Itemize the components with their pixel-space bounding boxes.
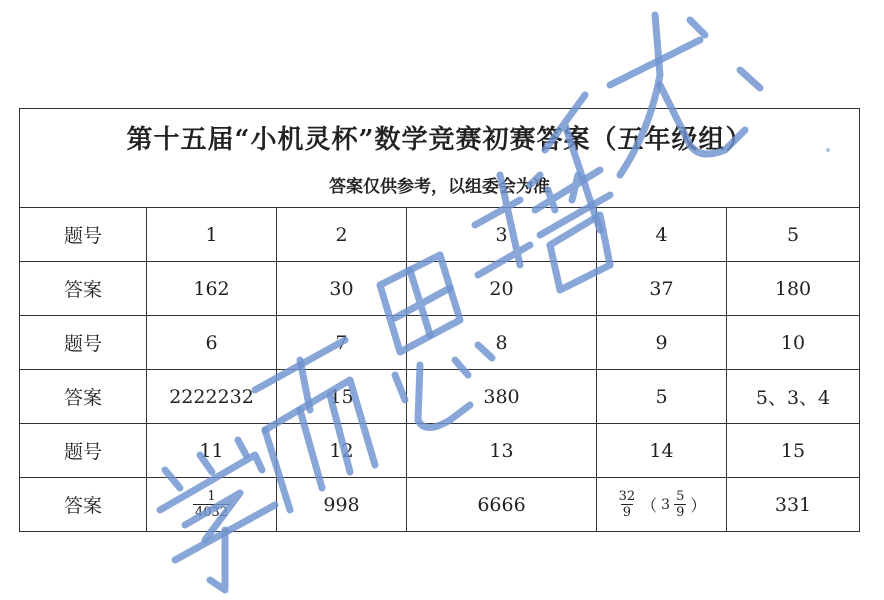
question-number: 2 <box>277 208 407 262</box>
table-row <box>20 208 860 262</box>
question-number: 11 <box>147 424 277 478</box>
question-number: 7 <box>277 316 407 370</box>
fraction-denominator: 9 <box>676 504 685 520</box>
fraction-answer-11 <box>193 490 230 520</box>
answer-value: 6666 <box>407 478 597 532</box>
mixed-whole: 3 <box>661 496 671 513</box>
close-paren: ） <box>690 496 707 515</box>
open-paren: （ <box>641 496 658 515</box>
answer-value: 2222232 <box>147 370 277 424</box>
question-number: 4 <box>597 208 727 262</box>
question-number: 9 <box>597 316 727 370</box>
answer-value: 331 <box>727 478 860 532</box>
table-row <box>20 370 860 424</box>
answer-sheet <box>19 108 859 532</box>
mixed-fraction <box>674 490 686 520</box>
answer-value: 162 <box>147 262 277 316</box>
fraction-denominator: 4032 <box>194 504 229 520</box>
answer-value: 5、3、4 <box>727 370 860 424</box>
question-number: 15 <box>727 424 860 478</box>
answer-value: 180 <box>727 262 860 316</box>
answer-label: 答案 <box>20 262 147 316</box>
answer-value: 37 <box>597 262 727 316</box>
improper-fraction <box>617 490 638 520</box>
answer-value: 380 <box>407 370 597 424</box>
question-number: 13 <box>407 424 597 478</box>
question-number: 12 <box>277 424 407 478</box>
answer-label: 答案 <box>20 370 147 424</box>
answer-table <box>19 108 860 532</box>
fraction-answer-14 <box>617 490 707 520</box>
question-label: 题号 <box>20 208 147 262</box>
answer-value: 998 <box>277 478 407 532</box>
question-label: 题号 <box>20 424 147 478</box>
fraction-numerator: 32 <box>618 488 636 504</box>
table-row <box>20 478 860 532</box>
question-number: 1 <box>147 208 277 262</box>
answer-value <box>597 478 727 532</box>
question-number: 3 <box>407 208 597 262</box>
fraction-numerator: 1 <box>207 488 216 504</box>
question-number: 8 <box>407 316 597 370</box>
table-row <box>20 316 860 370</box>
answer-value <box>147 478 277 532</box>
question-number: 10 <box>727 316 860 370</box>
answer-value: 20 <box>407 262 597 316</box>
question-number: 6 <box>147 316 277 370</box>
answer-value: 30 <box>277 262 407 316</box>
question-number: 14 <box>597 424 727 478</box>
table-row <box>20 424 860 478</box>
table-row <box>20 262 860 316</box>
answer-value: 15 <box>277 370 407 424</box>
fraction-numerator: 5 <box>676 488 685 504</box>
question-number: 5 <box>727 208 860 262</box>
title-cell <box>20 109 860 208</box>
question-label: 题号 <box>20 316 147 370</box>
answer-label: 答案 <box>20 478 147 532</box>
answer-value: 5 <box>597 370 727 424</box>
page-subtitle: 答案仅供参考，以组委会为准 <box>329 177 550 197</box>
fraction-denominator: 9 <box>622 504 632 520</box>
page-title: 第十五届“小机灵杯”数学竞赛初赛答案（五年级组） <box>126 125 753 155</box>
